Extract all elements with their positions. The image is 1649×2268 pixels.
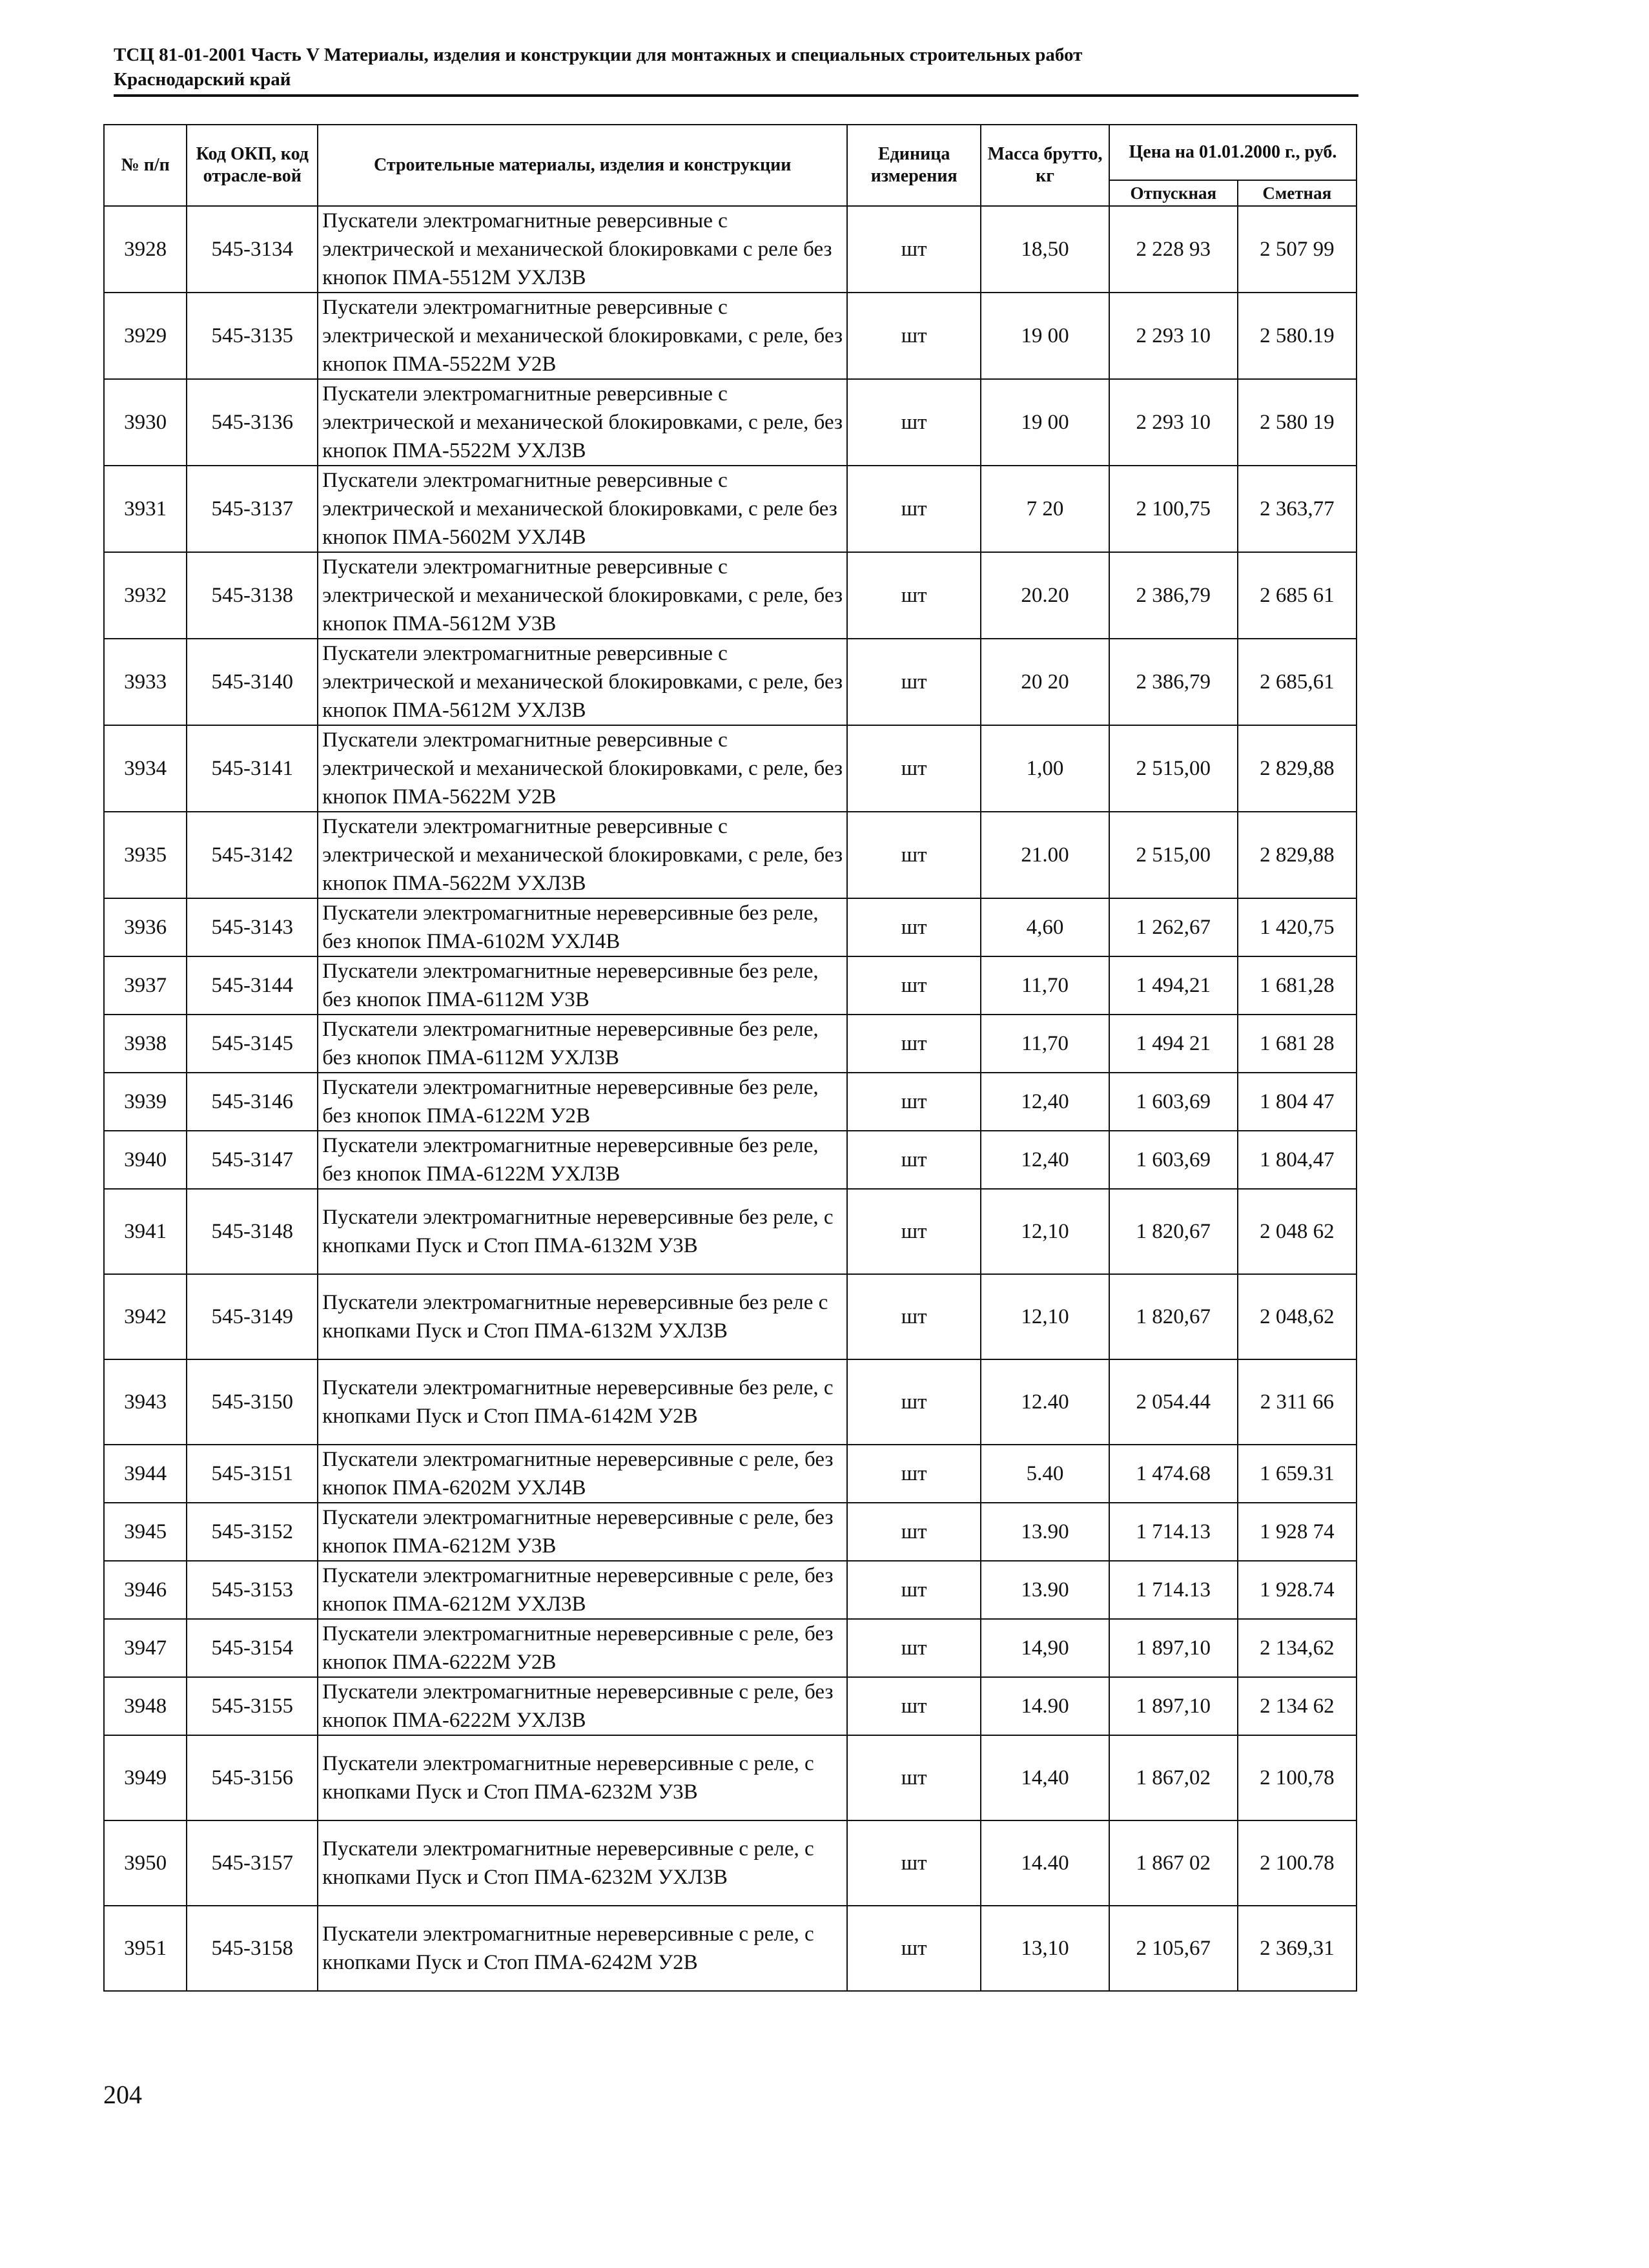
cell-name: Пускатели электромагнитные нереверсивные с реле, без кнопок ПМА-6222М УХЛ3В (318, 1677, 847, 1735)
cell-price-estimate: 2 100.78 (1238, 1820, 1357, 1906)
cell-price-estimate: 2 369,31 (1238, 1906, 1357, 1991)
cell-num: 3945 (104, 1503, 187, 1561)
cell-num: 3950 (104, 1820, 187, 1906)
cell-mass: 12,10 (981, 1274, 1109, 1359)
table-row (104, 206, 1357, 293)
cell-name: Пускатели электромагнитные нереверсивные с реле, с кнопками Пуск и Стоп ПМА-6242М У2В (318, 1906, 847, 1991)
cell-price-estimate: 1 681,28 (1238, 956, 1357, 1015)
cell-price-release: 1 494 21 (1109, 1015, 1238, 1073)
cell-price-release: 1 714.13 (1109, 1503, 1238, 1561)
cell-mass: 19 00 (981, 379, 1109, 466)
cell-name: Пускатели электромагнитные нереверсивные без реле, с кнопками Пуск и Стоп ПМА-6142М У2В (318, 1359, 847, 1445)
cell-unit: шт (847, 206, 981, 293)
cell-price-estimate: 2 100,78 (1238, 1735, 1357, 1820)
table-row (104, 1677, 1357, 1735)
cell-name: Пускатели электромагнитные реверсивные с электрической и механической блокировками, с реле, без кнопок ПМА-5522М УХЛ3В (318, 379, 847, 466)
cell-num: 3932 (104, 552, 187, 639)
cell-num: 3946 (104, 1561, 187, 1619)
cell-price-release: 1 897,10 (1109, 1619, 1238, 1677)
cell-name: Пускатели электромагнитные нереверсивные с реле, без кнопок ПМА-6212М У3В (318, 1503, 847, 1561)
table-row (104, 1274, 1357, 1359)
cell-price-estimate: 2 829,88 (1238, 725, 1357, 812)
col-header-unit: Единица измерения (847, 125, 981, 206)
cell-price-estimate: 2 134 62 (1238, 1677, 1357, 1735)
cell-name: Пускатели электромагнитные нереверсивные без реле, без кнопок ПМА-6122М УХЛ3В (318, 1131, 847, 1189)
cell-price-release: 1 474.68 (1109, 1445, 1238, 1503)
table-row (104, 1561, 1357, 1619)
cell-code: 545-3147 (187, 1131, 318, 1189)
cell-price-release: 2 293 10 (1109, 379, 1238, 466)
table-row (104, 1359, 1357, 1445)
cell-num: 3940 (104, 1131, 187, 1189)
cell-price-estimate: 1 928.74 (1238, 1561, 1357, 1619)
cell-name: Пускатели электромагнитные реверсивные с электрической и механической блокировками, с реле без кнопок ПМА-5602М УХЛ4В (318, 466, 847, 552)
cell-num: 3947 (104, 1619, 187, 1677)
cell-price-estimate: 1 804 47 (1238, 1073, 1357, 1131)
cell-unit: шт (847, 1820, 981, 1906)
cell-code: 545-3144 (187, 956, 318, 1015)
cell-price-estimate: 1 420,75 (1238, 898, 1357, 956)
cell-price-release: 1 714.13 (1109, 1561, 1238, 1619)
cell-price-release: 1 603,69 (1109, 1073, 1238, 1131)
cell-num: 3939 (104, 1073, 187, 1131)
cell-unit: шт (847, 956, 981, 1015)
cell-unit: шт (847, 1677, 981, 1735)
cell-price-estimate: 2 685,61 (1238, 639, 1357, 725)
header-row (104, 125, 1357, 180)
cell-code: 545-3154 (187, 1619, 318, 1677)
cell-name: Пускатели электромагнитные нереверсивные без реле, без кнопок ПМА-6112М УХЛ3В (318, 1015, 847, 1073)
cell-code: 545-3156 (187, 1735, 318, 1820)
col-header-mass: Масса брутто, кг (981, 125, 1109, 206)
cell-mass: 14.40 (981, 1820, 1109, 1906)
cell-num: 3931 (104, 466, 187, 552)
cell-name: Пускатели электромагнитные реверсивные с электрической и механической блокировками с реле без кнопок ПМА-5512М УХЛ3В (318, 206, 847, 293)
cell-unit: шт (847, 1189, 981, 1274)
cell-code: 545-3151 (187, 1445, 318, 1503)
cell-num: 3944 (104, 1445, 187, 1503)
cell-unit: шт (847, 1445, 981, 1503)
cell-code: 545-3158 (187, 1906, 318, 1991)
table-row (104, 639, 1357, 725)
col-header-price-release: Отпускная (1109, 180, 1238, 206)
col-header-price-estimate: Сметная (1238, 180, 1357, 206)
cell-mass: 20.20 (981, 552, 1109, 639)
cell-mass: 5.40 (981, 1445, 1109, 1503)
cell-price-estimate: 2 580.19 (1238, 293, 1357, 379)
cell-mass: 12,10 (981, 1189, 1109, 1274)
cell-mass: 7 20 (981, 466, 1109, 552)
col-header-code: Код ОКП, код отрасле-вой (187, 125, 318, 206)
cell-unit: шт (847, 1359, 981, 1445)
cell-name: Пускатели электромагнитные нереверсивные с реле, без кнопок ПМА-6212М УХЛ3В (318, 1561, 847, 1619)
cell-name: Пускатели электромагнитные реверсивные с электрической и механической блокировками, с реле, без кнопок ПМА-5622М У2В (318, 725, 847, 812)
cell-unit: шт (847, 639, 981, 725)
cell-unit: шт (847, 1131, 981, 1189)
col-header-num: № п/п (104, 125, 187, 206)
cell-mass: 11,70 (981, 1015, 1109, 1073)
header-rule (114, 94, 1358, 97)
cell-unit: шт (847, 898, 981, 956)
cell-unit: шт (847, 1735, 981, 1820)
cell-num: 3948 (104, 1677, 187, 1735)
cell-code: 545-3141 (187, 725, 318, 812)
cell-mass: 11,70 (981, 956, 1109, 1015)
cell-name: Пускатели электромагнитные нереверсивные без реле, с кнопками Пуск и Стоп ПМА-6132М У3В (318, 1189, 847, 1274)
cell-price-release: 2 105,67 (1109, 1906, 1238, 1991)
cell-code: 545-3157 (187, 1820, 318, 1906)
cell-name: Пускатели электромагнитные реверсивные с электрической и механической блокировками, с реле, без кнопок ПМА-5612М УХЛ3В (318, 639, 847, 725)
cell-num: 3933 (104, 639, 187, 725)
cell-price-estimate: 2 134,62 (1238, 1619, 1357, 1677)
cell-unit: шт (847, 1274, 981, 1359)
cell-price-release: 1 867,02 (1109, 1735, 1238, 1820)
cell-code: 545-3138 (187, 552, 318, 639)
cell-mass: 12.40 (981, 1359, 1109, 1445)
table-row (104, 1735, 1357, 1820)
cell-price-estimate: 1 928 74 (1238, 1503, 1357, 1561)
cell-mass: 18,50 (981, 206, 1109, 293)
cell-num: 3942 (104, 1274, 187, 1359)
cell-code: 545-3153 (187, 1561, 318, 1619)
cell-price-estimate: 1 681 28 (1238, 1015, 1357, 1073)
cell-unit: шт (847, 1073, 981, 1131)
cell-num: 3941 (104, 1189, 187, 1274)
cell-num: 3928 (104, 206, 187, 293)
page-number: 204 (103, 2080, 142, 2109)
cell-num: 3943 (104, 1359, 187, 1445)
cell-mass: 12,40 (981, 1073, 1109, 1131)
cell-name: Пускатели электромагнитные нереверсивные без реле, без кнопок ПМА-6122М У2В (318, 1073, 847, 1131)
cell-name: Пускатели электромагнитные реверсивные с электрической и механической блокировками, с реле, без кнопок ПМА-5622М УХЛ3В (318, 812, 847, 898)
cell-price-release: 2 228 93 (1109, 206, 1238, 293)
page-header (114, 43, 1358, 97)
table-row (104, 1189, 1357, 1274)
cell-price-estimate: 2 311 66 (1238, 1359, 1357, 1445)
cell-code: 545-3135 (187, 293, 318, 379)
cell-mass: 21.00 (981, 812, 1109, 898)
cell-mass: 19 00 (981, 293, 1109, 379)
cell-name: Пускатели электромагнитные нереверсивные без реле, без кнопок ПМА-6102М УХЛ4В (318, 898, 847, 956)
cell-price-estimate: 2 048 62 (1238, 1189, 1357, 1274)
cell-name: Пускатели электромагнитные нереверсивные с реле, с кнопками Пуск и Стоп ПМА-6232М У3В (318, 1735, 847, 1820)
cell-unit: шт (847, 1619, 981, 1677)
cell-price-release: 1 494,21 (1109, 956, 1238, 1015)
cell-num: 3929 (104, 293, 187, 379)
cell-price-release: 1 820,67 (1109, 1274, 1238, 1359)
cell-num: 3951 (104, 1906, 187, 1991)
col-header-name: Строительные материалы, изделия и конструкции (318, 125, 847, 206)
cell-unit: шт (847, 466, 981, 552)
cell-name: Пускатели электромагнитные нереверсивные с реле, с кнопками Пуск и Стоп ПМА-6232М УХЛ3В (318, 1820, 847, 1906)
cell-name: Пускатели электромагнитные нереверсивные без реле, без кнопок ПМА-6112М У3В (318, 956, 847, 1015)
cell-mass: 13,10 (981, 1906, 1109, 1991)
cell-num: 3930 (104, 379, 187, 466)
cell-mass: 13.90 (981, 1561, 1109, 1619)
cell-mass: 12,40 (981, 1131, 1109, 1189)
cell-unit: шт (847, 1561, 981, 1619)
table-row (104, 379, 1357, 466)
col-header-price: Цена на 01.01.2000 г., руб. (1109, 125, 1357, 180)
table-row (104, 1073, 1357, 1131)
cell-price-release: 2 386,79 (1109, 639, 1238, 725)
cell-price-release: 2 054.44 (1109, 1359, 1238, 1445)
table-row (104, 812, 1357, 898)
table-row (104, 1445, 1357, 1503)
document-title: ТСЦ 81-01-2001 Часть V Материалы, изделия и конструкции для монтажных и специальных строительных работ (114, 45, 1083, 65)
cell-price-release: 1 262,67 (1109, 898, 1238, 956)
cell-code: 545-3140 (187, 639, 318, 725)
cell-price-estimate: 2 048,62 (1238, 1274, 1357, 1359)
cell-unit: шт (847, 552, 981, 639)
cell-code: 545-3155 (187, 1677, 318, 1735)
cell-mass: 14,40 (981, 1735, 1109, 1820)
cell-code: 545-3134 (187, 206, 318, 293)
cell-mass: 14.90 (981, 1677, 1109, 1735)
cell-mass: 20 20 (981, 639, 1109, 725)
cell-price-estimate: 2 685 61 (1238, 552, 1357, 639)
cell-code: 545-3150 (187, 1359, 318, 1445)
cell-code: 545-3149 (187, 1274, 318, 1359)
table-row (104, 293, 1357, 379)
cell-code: 545-3152 (187, 1503, 318, 1561)
table-row (104, 1906, 1357, 1991)
cell-price-release: 1 897,10 (1109, 1677, 1238, 1735)
table-body (104, 206, 1357, 1991)
cell-code: 545-3148 (187, 1189, 318, 1274)
cell-unit: шт (847, 379, 981, 466)
cell-code: 545-3136 (187, 379, 318, 466)
cell-name: Пускатели электромагнитные нереверсивные без реле с кнопками Пуск и Стоп ПМА-6132М УХЛ3В (318, 1274, 847, 1359)
cell-price-estimate: 2 580 19 (1238, 379, 1357, 466)
cell-name: Пускатели электромагнитные нереверсивные с реле, без кнопок ПМА-6202М УХЛ4В (318, 1445, 847, 1503)
table-row (104, 552, 1357, 639)
cell-price-estimate: 1 804,47 (1238, 1131, 1357, 1189)
cell-price-estimate: 1 659.31 (1238, 1445, 1357, 1503)
cell-price-release: 2 100,75 (1109, 466, 1238, 552)
cell-unit: шт (847, 1503, 981, 1561)
cell-name: Пускатели электромагнитные нереверсивные с реле, без кнопок ПМА-6222М У2В (318, 1619, 847, 1677)
table-row (104, 1820, 1357, 1906)
cell-mass: 1,00 (981, 725, 1109, 812)
table-row (104, 1131, 1357, 1189)
cell-price-release: 1 820,67 (1109, 1189, 1238, 1274)
cell-name: Пускатели электромагнитные реверсивные с электрической и механической блокировками, с реле, без кнопок ПМА-5522М У2В (318, 293, 847, 379)
materials-price-table (103, 124, 1357, 1992)
cell-price-release: 2 515,00 (1109, 812, 1238, 898)
cell-price-release: 1 603,69 (1109, 1131, 1238, 1189)
table-row (104, 1619, 1357, 1677)
table-row (104, 1503, 1357, 1561)
cell-code: 545-3145 (187, 1015, 318, 1073)
cell-num: 3949 (104, 1735, 187, 1820)
cell-price-release: 2 293 10 (1109, 293, 1238, 379)
cell-num: 3938 (104, 1015, 187, 1073)
cell-unit: шт (847, 1906, 981, 1991)
cell-price-release: 2 386,79 (1109, 552, 1238, 639)
cell-mass: 13.90 (981, 1503, 1109, 1561)
cell-num: 3934 (104, 725, 187, 812)
cell-price-estimate: 2 507 99 (1238, 206, 1357, 293)
table-row (104, 956, 1357, 1015)
cell-code: 545-3137 (187, 466, 318, 552)
table-row (104, 1015, 1357, 1073)
cell-price-release: 1 867 02 (1109, 1820, 1238, 1906)
cell-unit: шт (847, 812, 981, 898)
cell-mass: 4,60 (981, 898, 1109, 956)
cell-price-estimate: 2 363,77 (1238, 466, 1357, 552)
cell-unit: шт (847, 725, 981, 812)
cell-code: 545-3146 (187, 1073, 318, 1131)
table-row (104, 725, 1357, 812)
cell-num: 3936 (104, 898, 187, 956)
cell-code: 545-3142 (187, 812, 318, 898)
cell-unit: шт (847, 293, 981, 379)
table-row (104, 898, 1357, 956)
cell-price-release: 2 515,00 (1109, 725, 1238, 812)
table-row (104, 466, 1357, 552)
cell-name: Пускатели электромагнитные реверсивные с электрической и механической блокировками, с реле, без кнопок ПМА-5612М У3В (318, 552, 847, 639)
cell-unit: шт (847, 1015, 981, 1073)
cell-mass: 14,90 (981, 1619, 1109, 1677)
cell-num: 3937 (104, 956, 187, 1015)
cell-code: 545-3143 (187, 898, 318, 956)
region-subtitle: Краснодарский край (114, 69, 291, 90)
cell-price-estimate: 2 829,88 (1238, 812, 1357, 898)
cell-num: 3935 (104, 812, 187, 898)
